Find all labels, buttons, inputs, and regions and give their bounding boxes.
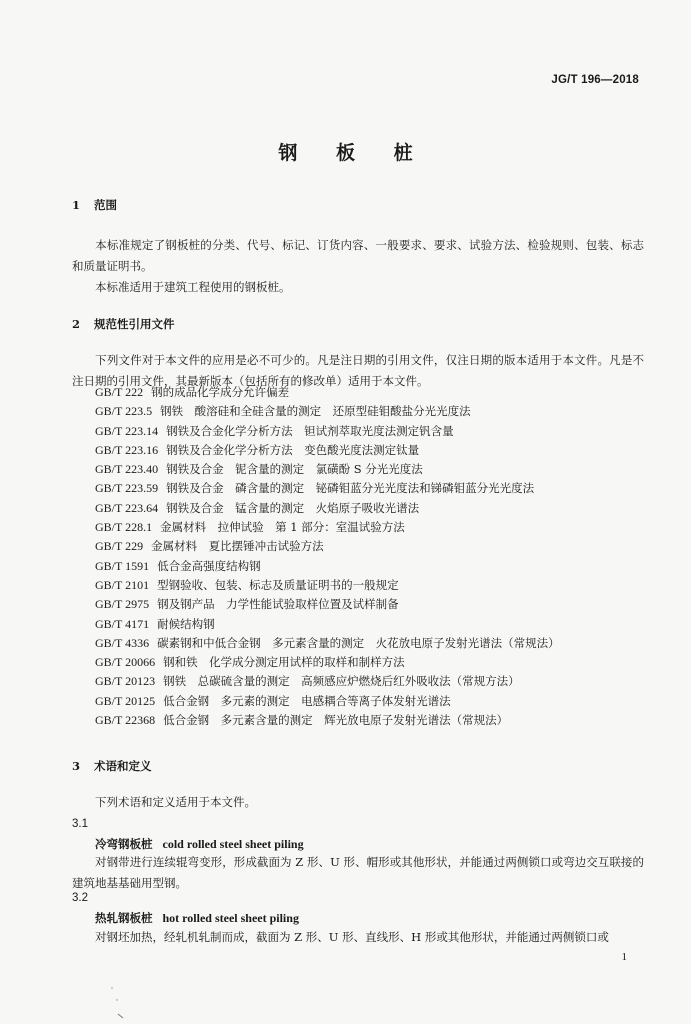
term-en: hot rolled steel sheet piling: [162, 911, 299, 925]
term-definition: [72, 927, 644, 948]
paragraph-text: 下列术语和定义适用于本文件。: [95, 795, 256, 809]
document-title: 钢 板 桩: [278, 142, 429, 164]
reference-title: 钢的成品化学成分允许偏差: [151, 385, 290, 399]
page-number: 1: [621, 951, 627, 963]
section-title: 范围: [94, 198, 117, 212]
standard-code: JG/T 196—2018: [551, 74, 639, 86]
reference-code: GB/T 22368: [95, 713, 156, 728]
section-title: 术语和定义: [94, 759, 152, 773]
reference-title: 金属材料 拉伸试验 第 1 部分：室温试验方法: [160, 520, 405, 535]
reference-code: GB/T 2101: [95, 577, 150, 592]
reference-title: 碳素钢和中低合金钢 多元素含量的测定 火花放电原子发射光谱法（常规法）: [157, 635, 560, 650]
reference-item: [95, 460, 560, 479]
terms-intro: [72, 792, 644, 813]
reference-code: GB/T 223.16: [95, 442, 159, 457]
paragraph-text: 下列文件对于本文件的应用是必不可少的。凡是注日期的引用文件，仅注日期的版本适用于本文件。凡是不注日期的引用文件，其最新版本（包括所有的修改单）适用于本文件。: [72, 353, 644, 388]
reference-title: 钢铁及合金化学分析方法 变色酸光度法测定钛量: [166, 442, 420, 457]
reference-item: [95, 422, 560, 441]
reference-code: GB/T 4336: [95, 635, 150, 650]
term-zh: 热轧钢板桩: [95, 911, 153, 925]
reference-title: 钢铁及合金化学分析方法 钽试剂萃取光度法测定钒含量: [166, 423, 454, 438]
reference-title: 钢铁 酸溶硅和全硅含量的测定 还原型硅钼酸盐分光光度法: [160, 404, 471, 419]
reference-title: 钢铁及合金 铌含量的测定 氯磺酚 S 分光光度法: [166, 462, 423, 477]
reference-title: 金属材料 夏比摆锤冲击试验方法: [151, 539, 324, 554]
reference-code: GB/T 223.59: [95, 481, 159, 496]
section-1-heading: [72, 197, 117, 213]
paragraph-text: 本标准适用于建筑工程使用的钢板桩。: [95, 280, 291, 294]
reference-code: GB/T 2975: [95, 597, 150, 612]
reference-code: GB/T 229: [95, 539, 144, 554]
section-3-heading: [72, 758, 152, 774]
reference-item: [95, 711, 560, 730]
term-zh: 冷弯钢板桩: [95, 837, 153, 851]
reference-item: [95, 479, 560, 498]
reference-title: 低合金高强度结构钢: [157, 558, 261, 573]
section-title: 规范性引用文件: [94, 317, 175, 331]
reference-title: 钢及钢产品 力学性能试验取样位置及试样制备: [157, 597, 399, 612]
reference-item: [95, 576, 560, 595]
reference-item: [95, 499, 560, 518]
reference-item: [95, 672, 560, 691]
reference-title: 钢和铁 化学成分测定用试样的取样和制样方法: [163, 655, 405, 670]
reference-item: [95, 441, 560, 460]
reference-code: GB/T 20123: [95, 674, 156, 689]
section-2-heading: [72, 316, 175, 332]
reference-item: [95, 383, 560, 402]
reference-code: GB/T 228.1: [95, 520, 153, 535]
scope-paragraph-1: [72, 235, 644, 277]
paragraph-text: 本标准规定了钢板桩的分类、代号、标记、订货内容、一般要求、要求、试验方法、检验规则、包装、标志和质量证明书。: [72, 238, 644, 273]
reference-code: GB/T 1591: [95, 558, 150, 573]
reference-title: 低合金钢 多元素的测定 电感耦合等离子体发射光谱法: [163, 693, 451, 708]
scope-paragraph-2: [72, 277, 644, 298]
reference-item: [95, 615, 560, 634]
reference-title: 钢铁及合金 锰含量的测定 火焰原子吸收光谱法: [166, 500, 420, 515]
term-heading: [95, 836, 304, 852]
reference-title: 钢铁及合金 磷含量的测定 铋磷钼蓝分光光度法和锑磷钼蓝分光光度法: [166, 481, 535, 496]
reference-item: [95, 595, 560, 614]
reference-code: GB/T 223.14: [95, 423, 159, 438]
reference-code: GB/T 222: [95, 385, 144, 399]
term-heading: [95, 910, 299, 926]
reference-title: 钢铁 总碳硫含量的测定 高频感应炉燃烧后红外吸收法（常规方法）: [163, 674, 520, 689]
reference-code: GB/T 20066: [95, 655, 156, 670]
reference-code: GB/T 4171: [95, 616, 150, 631]
reference-code: GB/T 223.5: [95, 404, 153, 419]
reference-item: [95, 557, 560, 576]
clause-number: 3.2: [72, 892, 88, 904]
reference-code: GB/T 20125: [95, 693, 156, 708]
section-number: 1: [72, 198, 81, 212]
paragraph-text: 对钢坯加热，经轧机轧制而成，截面为 Z 形、U 形、直线形、H 形或其他形状，并能通过两侧锁口或: [95, 930, 609, 944]
reference-item: [95, 402, 560, 421]
section-number: 2: [72, 317, 81, 331]
reference-item: [95, 692, 560, 711]
scan-specks: [108, 982, 138, 1022]
section-number: 3: [72, 759, 81, 773]
term-en: cold rolled steel sheet piling: [162, 837, 304, 851]
clause-number: 3.1: [72, 818, 88, 830]
reference-list: [95, 383, 560, 730]
reference-code: GB/T 223.40: [95, 462, 159, 477]
reference-item: [95, 653, 560, 672]
reference-title: 型钢验收、包装、标志及质量证明书的一般规定: [157, 577, 399, 592]
term-definition: [72, 852, 644, 894]
reference-title: 低合金钢 多元素含量的测定 辉光放电原子发射光谱法（常规法）: [163, 713, 509, 728]
reference-item: [95, 634, 560, 653]
reference-title: 耐候结构钢: [157, 616, 215, 631]
reference-code: GB/T 223.64: [95, 500, 159, 515]
paragraph-text: 对钢带进行连续辊弯变形，形成截面为 Z 形、U 形、帽形或其他形状，并能通过两侧锁口或弯边交互联接的建筑地基基础用型钢。: [72, 855, 644, 890]
reference-item: [95, 537, 560, 556]
reference-item: [95, 518, 560, 537]
